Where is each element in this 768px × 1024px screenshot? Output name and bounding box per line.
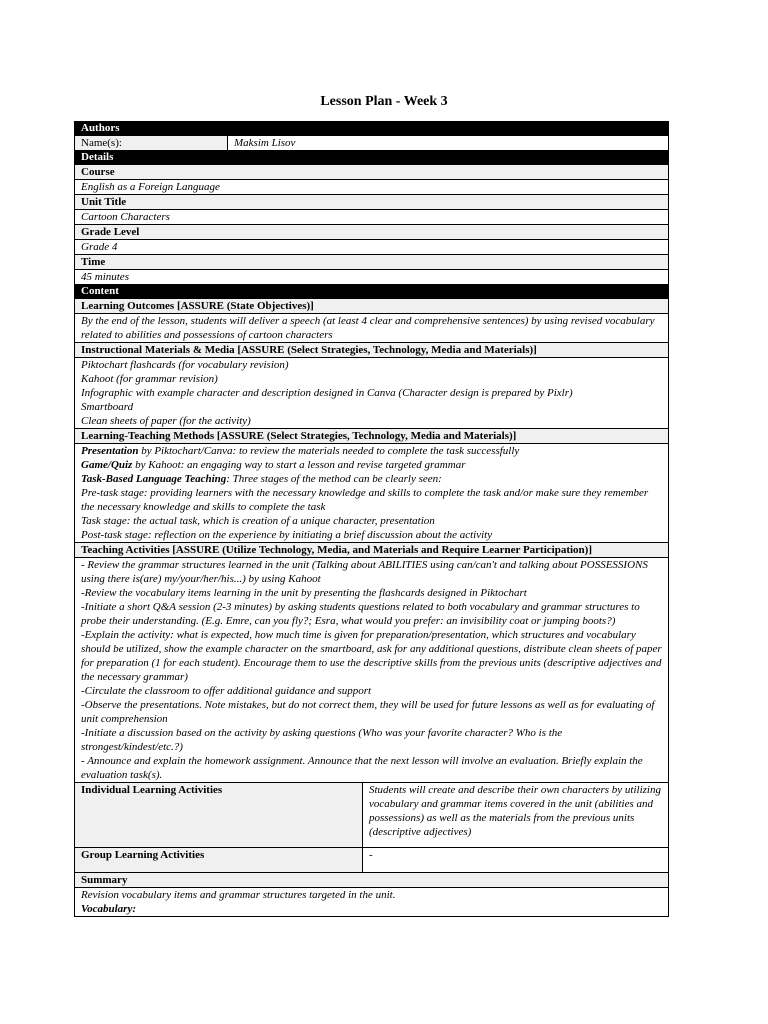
details-section-header xyxy=(75,151,669,165)
materials-value-row xyxy=(75,358,669,429)
list-item: -Explain the activity: what is expected, how much time is given for preparation/presentation, which structures and vocabulary should be utilized, show the example character on the smartboard, ask for any additional questions, distribute clean sheets of paper for preparation (1 for each student). Encourage them to use the descriptive skills from the previous units (descriptive adjectives and the necessary grammar) xyxy=(81,629,662,683)
list-item xyxy=(81,458,662,472)
materials-label: Instructional Materials & Media [ASSURE (Select Strategies, Technology, Media and Materials)] xyxy=(75,343,669,358)
grade-level-label: Grade Level xyxy=(75,225,669,240)
individual-activities-row xyxy=(75,783,669,848)
time-value-row xyxy=(75,270,669,285)
list-item xyxy=(81,472,662,486)
content-heading: Content xyxy=(75,285,669,299)
authors-section-header xyxy=(75,122,669,136)
methods-label-row xyxy=(75,429,669,444)
list-item: Post-task stage: reflection on the experience by initiating a brief discussion about the activity xyxy=(81,529,493,541)
list-item: -Initiate a short Q&A session (2-3 minutes) by asking students questions related to both vocabulary and grammar structures to probe their understanding. (E.g. Emre, can you fly?; Esra, what would you prefer: an invisibility coat or jumping boots?) xyxy=(81,601,640,627)
list-item: -Circulate the classroom to offer additional guidance and support xyxy=(81,685,372,697)
unit-title-value: Cartoon Characters xyxy=(75,210,669,225)
list-item: -Initiate a discussion based on the activity by asking questions (Who was your favorite character? Who is the strongest/kindest/etc.?) xyxy=(81,727,563,753)
course-label-row xyxy=(75,165,669,180)
document-title: Lesson Plan - Week 3 xyxy=(320,94,448,109)
summary-value-row xyxy=(75,888,669,917)
vocabulary-label: Vocabulary: xyxy=(81,903,136,915)
tblt-term: Task-Based Language Teaching xyxy=(81,473,227,485)
list-item: Kahoot (for grammar revision) xyxy=(81,373,218,385)
content-section-header xyxy=(75,285,669,299)
grade-value-row xyxy=(75,240,669,255)
game-quiz-description: by Kahoot: an engaging way to start a lesson and revise targeted grammar xyxy=(132,459,466,471)
summary-label-row xyxy=(75,873,669,888)
course-value: English as a Foreign Language xyxy=(75,180,669,195)
authors-heading: Authors xyxy=(75,122,669,136)
outcomes-value-row xyxy=(75,314,669,343)
individual-activities-label: Individual Learning Activities xyxy=(75,783,363,848)
list-item: - Review the grammar structures learned in the unit (Talking about ABILITIES using can/can't and talking about POSSESSIONS using there is(are) my/your/her/his...) by using Kahoot xyxy=(81,559,648,585)
unit-value-row xyxy=(75,210,669,225)
presentation-term: Presentation xyxy=(81,445,139,457)
time-label: Time xyxy=(75,255,669,270)
materials-list xyxy=(75,358,669,429)
methods-value-row xyxy=(75,444,669,543)
outcomes-label-row xyxy=(75,299,669,314)
course-label: Course xyxy=(75,165,669,180)
methods-list xyxy=(75,444,669,543)
list-item: Piktochart flashcards (for vocabulary revision) xyxy=(81,359,289,371)
methods-label: Learning-Teaching Methods [ASSURE (Select Strategies, Technology, Media and Materials)] xyxy=(75,429,669,444)
unit-title-label: Unit Title xyxy=(75,195,669,210)
activities-value-row xyxy=(75,558,669,783)
list-item: -Observe the presentations. Note mistakes, but do not correct them, they will be used for future lessons as well as for evaluating of unit comprehension xyxy=(81,699,655,725)
time-label-row xyxy=(75,255,669,270)
individual-activities-text: Students will create and describe their own characters by utilizing vocabulary and grammar items covered in the unit (abilities and possessions) as well as the materials from the previous units (descriptive adjectives) xyxy=(363,783,669,848)
list-item: Task stage: the actual task, which is creation of a unique character, presentation xyxy=(81,515,435,527)
lesson-plan-table xyxy=(74,121,669,917)
details-heading: Details xyxy=(75,151,669,165)
author-name-row xyxy=(75,136,669,151)
list-item xyxy=(81,444,662,458)
list-item: Pre-task stage: providing learners with the necessary knowledge and skills to complete the task and/or make sure they remember the necessary knowledge and skills to complete the task xyxy=(81,487,649,513)
teaching-activities-list xyxy=(75,558,669,783)
tblt-description: : Three stages of the method can be clearly seen: xyxy=(226,473,442,485)
summary-label: Summary xyxy=(75,873,669,888)
grade-level-value: Grade 4 xyxy=(75,240,669,255)
group-activities-label: Group Learning Activities xyxy=(75,848,363,873)
group-activities-text: - xyxy=(363,848,669,873)
unit-label-row xyxy=(75,195,669,210)
summary-text xyxy=(75,888,669,917)
learning-outcomes-text: By the end of the lesson, students will deliver a speech (at least 4 clear and comprehensive sentences) by using revised vocabulary related to abilities and possessions of cartoon characters xyxy=(75,314,669,343)
summary-sentence: Revision vocabulary items and grammar structures targeted in the unit. xyxy=(81,889,396,901)
activities-label-row xyxy=(75,543,669,558)
time-value: 45 minutes xyxy=(75,270,669,285)
group-activities-row xyxy=(75,848,669,873)
learning-outcomes-label: Learning Outcomes [ASSURE (State Objectives)] xyxy=(75,299,669,314)
game-quiz-term: Game/Quiz xyxy=(81,459,133,471)
list-item: Clean sheets of paper (for the activity) xyxy=(81,415,251,427)
materials-label-row xyxy=(75,343,669,358)
list-item: -Review the vocabulary items learning in the unit by presenting the flashcards designed in Piktochart xyxy=(81,587,527,599)
presentation-description: by Piktochart/Canva: to review the materials needed to complete the task successfully xyxy=(138,445,520,457)
course-value-row xyxy=(75,180,669,195)
author-name-label: Name(s): xyxy=(75,136,228,151)
grade-label-row xyxy=(75,225,669,240)
list-item: Smartboard xyxy=(81,401,134,413)
teaching-activities-label: Teaching Activities [ASSURE (Utilize Technology, Media, and Materials and Require Learner Participation)] xyxy=(75,543,669,558)
list-item: Infographic with example character and description designed in Canva (Character design is prepared by Pixlr) xyxy=(81,387,573,399)
list-item: - Announce and explain the homework assignment. Announce that the next lesson will involve an evaluation. Briefly explain the evaluation task(s). xyxy=(81,755,643,781)
author-name-value: Maksim Lisov xyxy=(228,136,669,151)
